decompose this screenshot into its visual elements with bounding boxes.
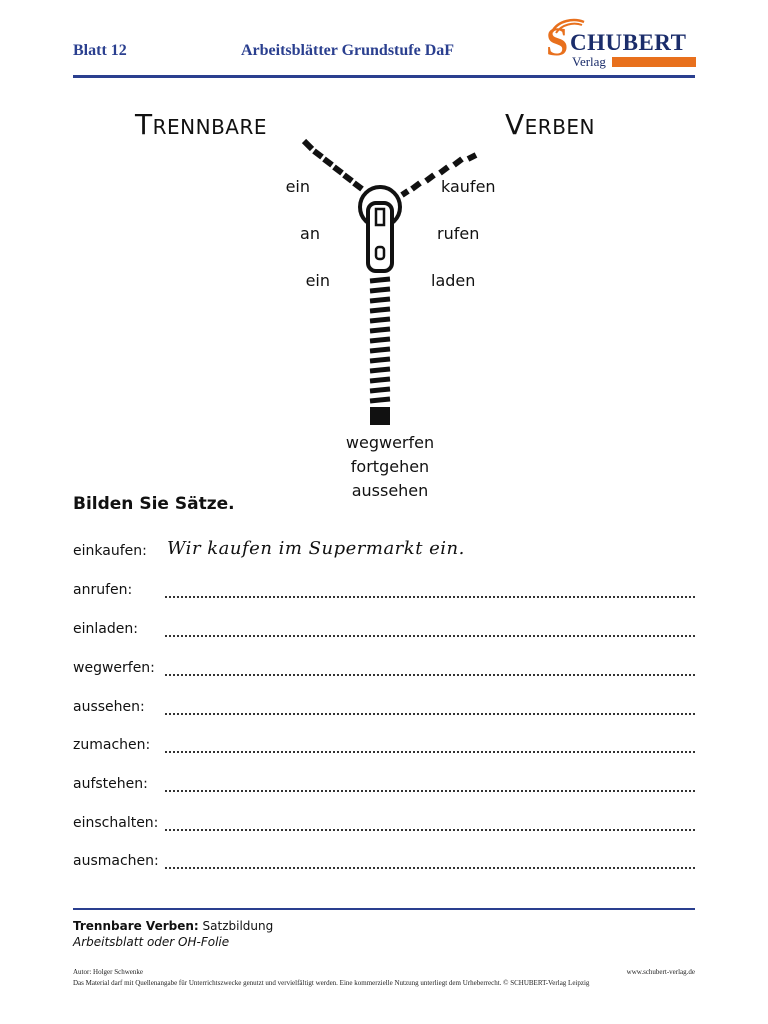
- footer-title-rest: Satzbildung: [198, 919, 274, 933]
- rights-notice: Das Material darf mit Quellenangabe für Unterrichtszwecke genutzt und vervielfältigt werden. Eine kommerzielle Nutzung unterliegt dem Urheberrecht. © SCHUBERT-Verlag Leipzig: [73, 979, 590, 987]
- prefix-word: ein: [305, 271, 330, 290]
- title-right-rest: ERBEN: [524, 115, 596, 139]
- header-divider: [73, 75, 695, 78]
- row-label: wegwerfen:: [73, 660, 155, 676]
- answer-line[interactable]: [165, 780, 695, 792]
- logo-name: CHUBERT: [570, 30, 687, 55]
- row-label: ausmachen:: [73, 853, 159, 869]
- verb-word: kaufen: [441, 177, 496, 196]
- footer-divider: [73, 908, 695, 910]
- series-title: Arbeitsblätter Grundstufe DaF: [241, 42, 455, 59]
- row-label: anrufen:: [73, 582, 133, 598]
- author-credit: Autor: Holger Schwenke: [73, 968, 143, 976]
- title-left-rest: RENNBARE: [152, 115, 267, 139]
- website-link[interactable]: www.schubert-verlag.de: [626, 968, 695, 976]
- answer-line[interactable]: [165, 857, 695, 869]
- verb-word-bottom: fortgehen: [350, 457, 430, 476]
- row-label: zumachen:: [73, 737, 151, 753]
- title-right-initial: V: [505, 108, 525, 141]
- sheet-number: Blatt 12: [73, 42, 127, 59]
- answer-line[interactable]: [165, 741, 695, 753]
- verb-word: rufen: [437, 224, 480, 243]
- answer-line[interactable]: [165, 586, 695, 598]
- footer-title: [73, 919, 273, 933]
- title-right: [505, 108, 595, 141]
- verb-word-bottom: aussehen: [351, 481, 429, 500]
- logo-initial: S: [546, 19, 569, 64]
- footer-title-bold: Trennbare Verben:: [73, 919, 199, 933]
- publisher-logo: [546, 19, 696, 72]
- row-label: einladen:: [73, 621, 138, 637]
- row-label: einschalten:: [73, 815, 159, 831]
- answer-line[interactable]: [165, 703, 695, 715]
- footer-subtitle: Arbeitsblatt oder OH-Folie: [73, 935, 230, 949]
- row-label: aufstehen:: [73, 776, 148, 792]
- verb-word: laden: [431, 271, 476, 290]
- verb-word-bottom: wegwerfen: [345, 433, 435, 452]
- row-label: einkaufen:: [73, 543, 147, 559]
- prefix-word: ein: [285, 177, 310, 196]
- row-label: aussehen:: [73, 699, 145, 715]
- answer-line[interactable]: [165, 625, 695, 637]
- title-left: [135, 108, 267, 141]
- prefix-word: an: [300, 224, 320, 243]
- title-left-initial: T: [135, 108, 153, 141]
- example-answer: Wir kaufen im Supermarkt ein.: [167, 538, 465, 559]
- logo-bar: [612, 57, 696, 67]
- answer-line[interactable]: [165, 819, 695, 831]
- task-heading: Bilden Sie Sätze.: [73, 494, 235, 514]
- logo-subtitle: Verlag: [572, 54, 606, 69]
- answer-line[interactable]: [165, 664, 695, 676]
